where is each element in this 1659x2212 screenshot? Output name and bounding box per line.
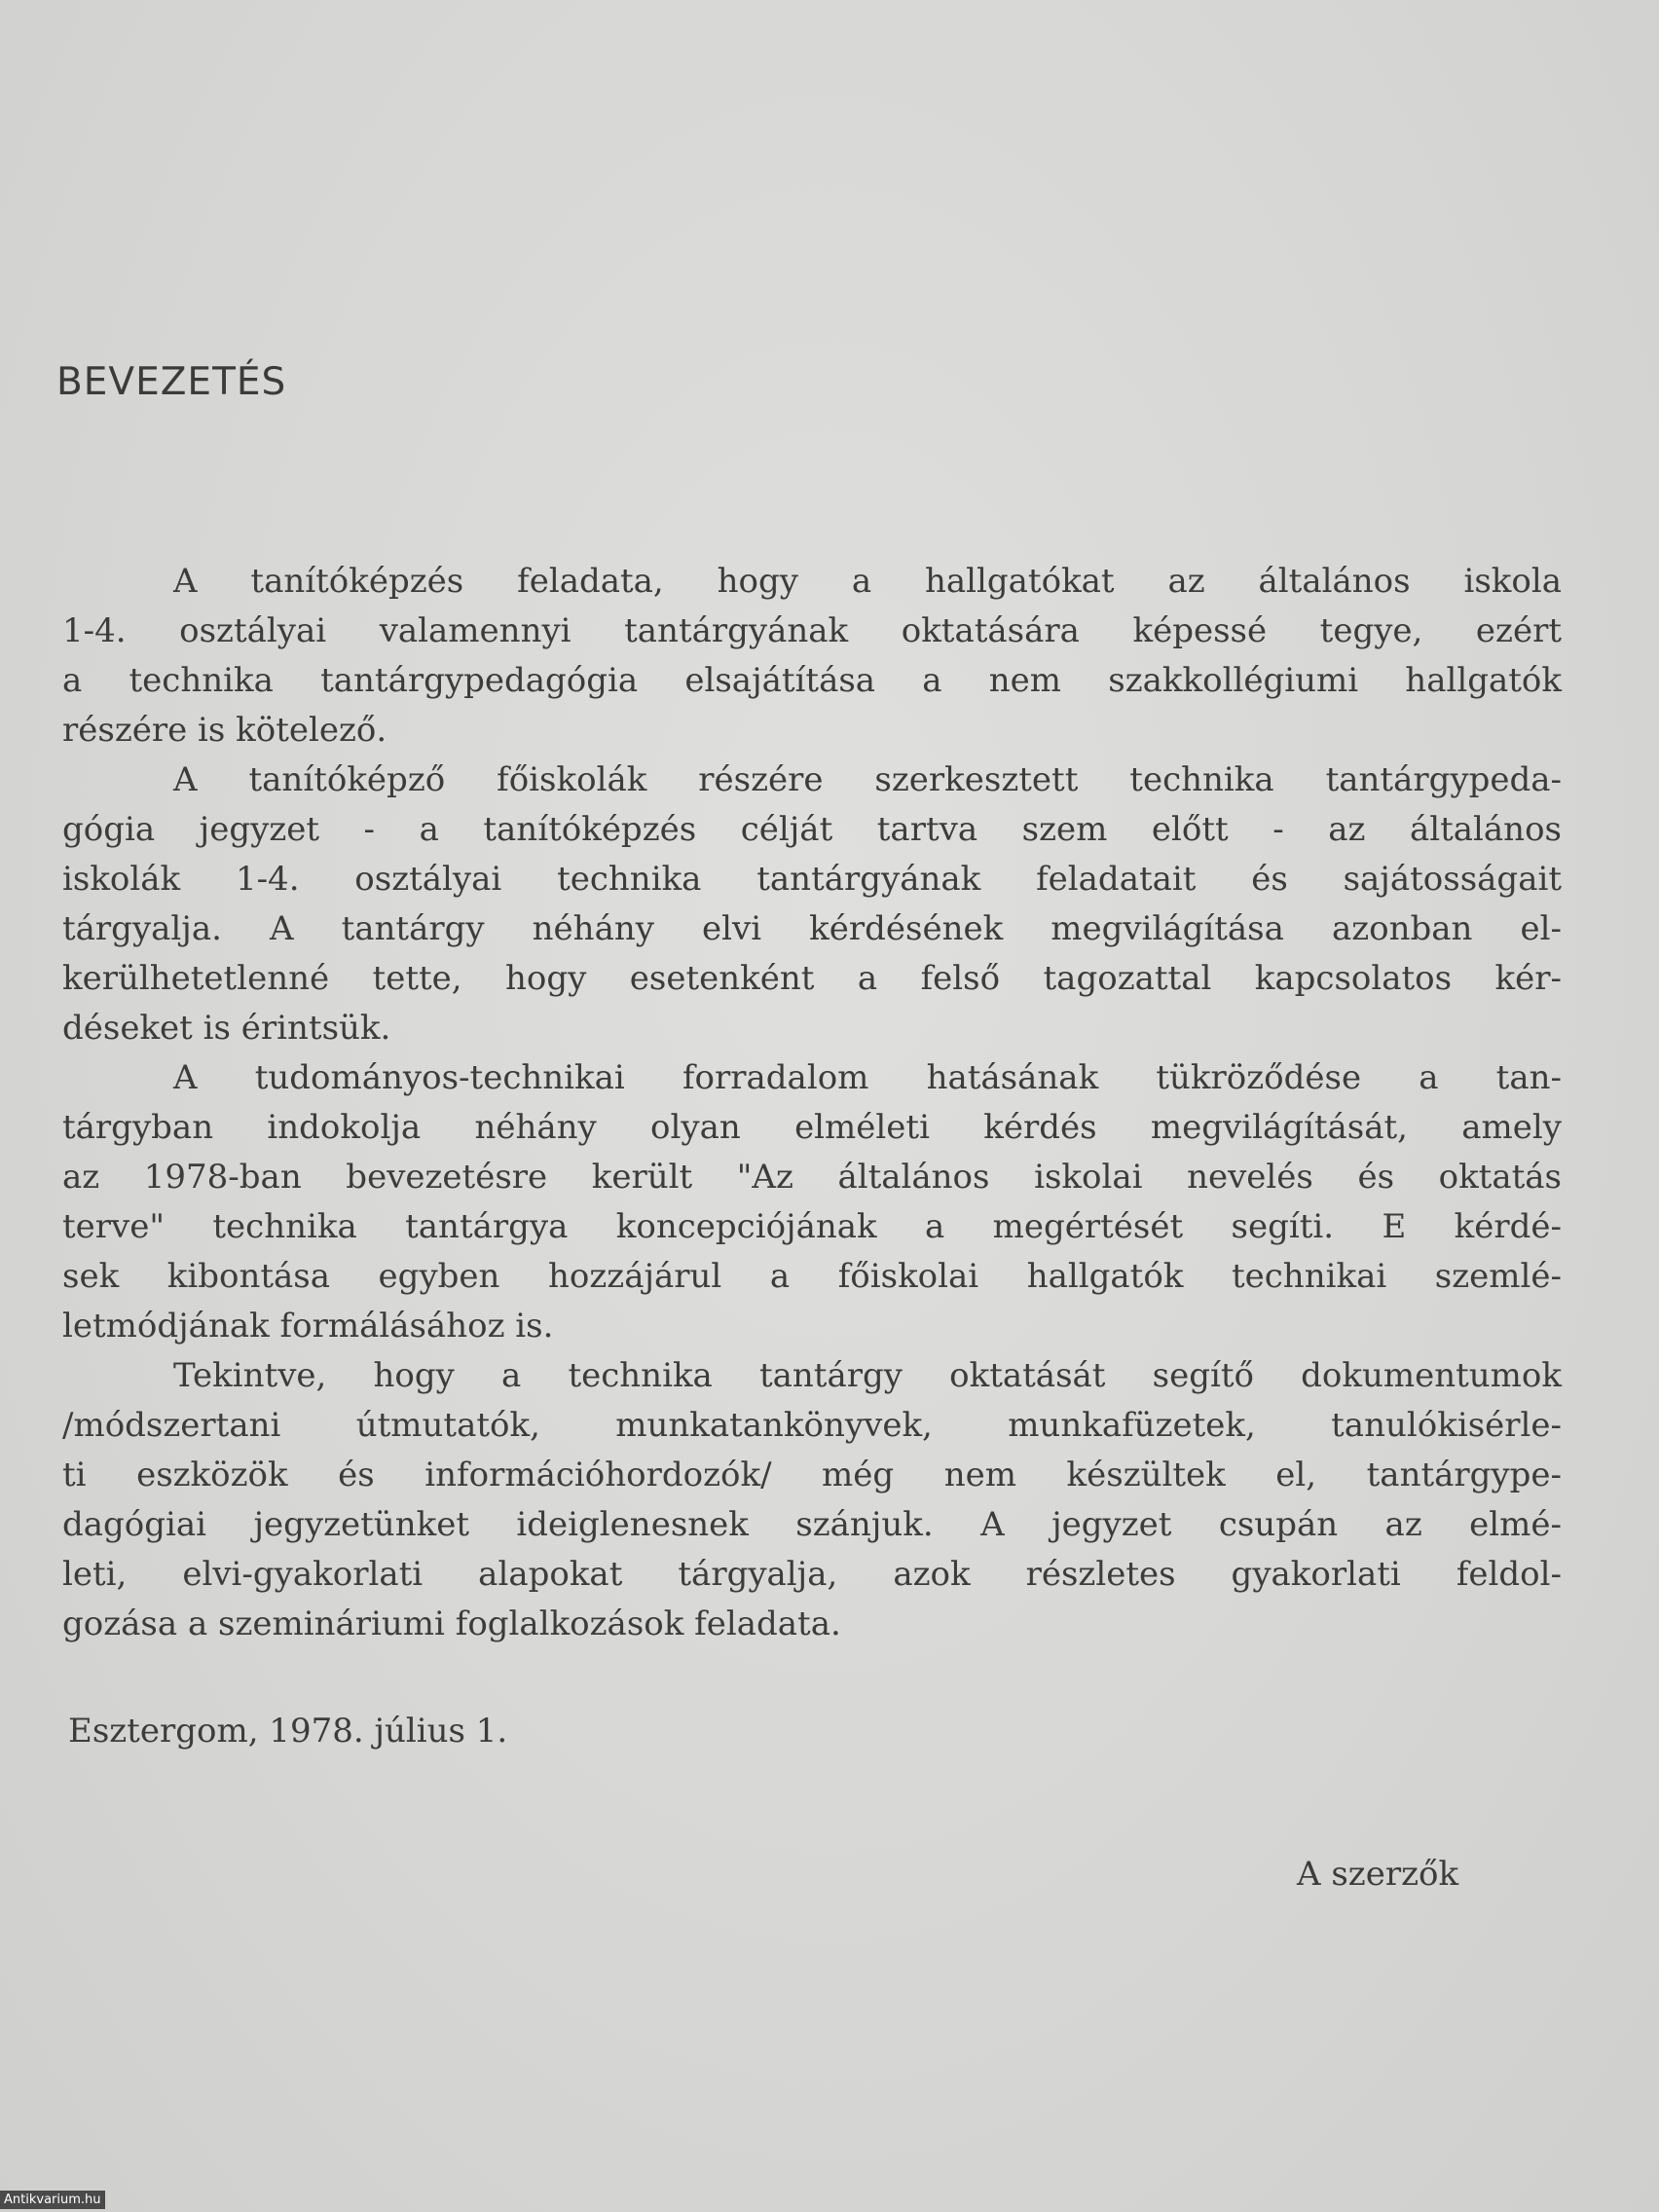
text-line: A tanítóképzés feladata, hogy a hallgatókat az általános iskola [173,562,1562,601]
text-line: leti, elvi-gyakorlati alapokat tárgyalja, azok részletes gyakorlati feldol- [62,1555,1562,1594]
text-line: letmódjának formálásához is. [62,1307,554,1346]
text-line: ti eszközök és információhordozók/ még nem készültek el, tantárgype- [62,1456,1562,1494]
text-line: A tanítóképző főiskolák részére szerkesztett technika tantárgypeda- [173,760,1562,799]
text-line: dagógiai jegyzetünket ideiglenesnek szánjuk. A jegyzet csupán az elmé- [62,1505,1562,1544]
text-line: gozása a szemináriumi foglalkozások feladata. [62,1604,841,1643]
text-line: /módszertani útmutatók, munkatankönyvek, munkafüzetek, tanulókisérle- [62,1406,1562,1445]
text-line: déseket is érintsük. [62,1009,391,1048]
text-line: tárgyban indokolja néhány olyan elméleti kérdés megvilágítását, amely [62,1108,1562,1147]
text-line: a technika tantárgypedagógia elsajátítása a nem szakkollégiumi hallgatók [62,661,1562,700]
text-line: Tekintve, hogy a technika tantárgy oktatását segítő dokumentumok [173,1356,1562,1395]
text-line: iskolák 1-4. osztályai technika tantárgyának feladatait és sajátosságait [62,860,1562,899]
text-line: kerülhetetlenné tette, hogy esetenként a felső tagozattal kapcsolatos kér- [62,959,1562,998]
text-line: tárgyalja. A tantárgy néhány elvi kérdésének megvilágítása azonban el- [62,909,1562,948]
text-line: A tudományos-technikai forradalom hatásának tükröződése a tan- [173,1058,1562,1097]
text-line: sek kibontása egyben hozzájárul a főiskolai hallgatók technikai szemlé- [62,1257,1562,1296]
text-line: gógia jegyzet - a tanítóképzés célját tartva szem előtt - az általános [62,810,1562,849]
signature: A szerzők [1297,1855,1459,1894]
page-title: BEVEZETÉS [56,360,287,404]
date-line: Esztergom, 1978. július 1. [68,1712,508,1751]
watermark: Antikvarium.hu [0,2191,105,2209]
text-line: terve" technika tantárgya koncepciójának a megértését segíti. E kérdé- [62,1207,1562,1246]
text-line: 1-4. osztályai valamennyi tantárgyának oktatására képessé tegye, ezért [62,611,1562,650]
text-line: részére is kötelező. [62,711,387,750]
body-text [62,557,1562,1649]
text-line: az 1978-ban bevezetésre került "Az általános iskolai nevelés és oktatás [62,1158,1562,1197]
